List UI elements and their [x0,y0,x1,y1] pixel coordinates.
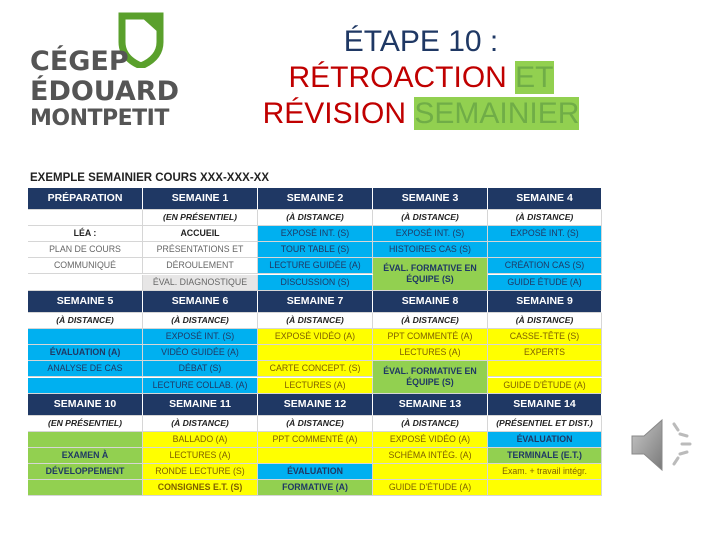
mode-cell: (PRÉSENTIEL ET DIST.) [488,416,602,432]
mode-cell: (EN PRÉSENTIEL) [143,210,258,226]
table-cell [373,464,488,480]
table-cell: TERMINALE (E.T.) [488,448,602,464]
header-cell: SEMAINE 7 [258,291,373,313]
slide-title [236,24,606,132]
title-retroaction: RÉTROACTION [288,61,507,94]
table-cell [28,432,143,448]
table-cell: LECTURE COLLAB. (A) [143,378,258,394]
schedule-table [28,188,602,496]
table-cell: EXPERTS [488,345,602,361]
table-cell: CRÉATION CAS (S) [488,258,602,274]
header-cell: SEMAINE 8 [373,291,488,313]
mode-cell: (À DISTANCE) [28,313,143,329]
header-cell: SEMAINE 4 [488,188,602,210]
header-cell: SEMAINE 9 [488,291,602,313]
table-cell: EXPOSÉ INT. (S) [258,226,373,242]
table-cell: VIDÉO GUIDÉE (A) [143,345,258,361]
table-cell: GUIDE ÉTUDE (A) [488,275,602,291]
title-line-2 [236,60,606,96]
table-cell: ANALYSE DE CAS [28,361,143,377]
table-cell: GUIDE D'ÉTUDE (A) [488,378,602,394]
title-line-1: ÉTAPE 10 : [343,25,499,58]
mode-cell: (À DISTANCE) [258,210,373,226]
table-cell: LECTURES (A) [258,378,373,394]
table-cell [258,345,373,361]
table-cell: PPT COMMENTÉ (A) [373,329,488,345]
table-cell: DÉVELOPPEMENT [28,464,143,480]
table-cell: EXPOSÉ INT. (S) [143,329,258,345]
table-cell: EXPOSÉ INT. (S) [488,226,602,242]
table-cell: Exam. + travail intégr. [488,464,602,480]
title-revision: RÉVISION [262,97,406,130]
table-cell: PRÉSENTATIONS ET [143,242,258,258]
table-cell [28,329,143,345]
table-cell [28,378,143,394]
table-cell: EXPOSÉ VIDÉO (A) [258,329,373,345]
table-cell: DISCUSSION (S) [258,275,373,291]
table-cell: CARTE CONCEPT. (S) [258,361,373,377]
header-cell: SEMAINE 12 [258,394,373,416]
table-cell: LECTURE GUIDÉE (A) [258,258,373,274]
cegep-logo [26,12,180,131]
mode-cell: (EN PRÉSENTIEL) [28,416,143,432]
table-cell: ÉVAL. FORMATIVE EN ÉQUIPE (S) [373,361,488,394]
mode-cell: (À DISTANCE) [143,416,258,432]
table-cell: BALLADO (A) [143,432,258,448]
table-cell: ÉVALUATION [258,464,373,480]
table-cell [488,361,602,377]
table-cell [488,480,602,496]
table-cell [28,480,143,496]
mode-cell: (À DISTANCE) [143,313,258,329]
mode-cell: (À DISTANCE) [373,313,488,329]
table-cell: ÉVALUATION (A) [28,345,143,361]
table-cell [28,275,143,291]
table-cell: LECTURES (A) [143,448,258,464]
mode-cell: (À DISTANCE) [488,313,602,329]
mode-cell: (À DISTANCE) [488,210,602,226]
table-cell: GUIDE D'ÉTUDE (A) [373,480,488,496]
logo-line-1: CÉGEP [30,46,129,77]
table-cell: DÉBAT (S) [143,361,258,377]
table-cell [488,242,602,258]
header-cell: SEMAINE 5 [28,291,143,313]
logo-line-2: ÉDOUARD [30,76,180,107]
table-cell [258,448,373,464]
table-cell: ÉVAL. DIAGNOSTIQUE [143,275,258,291]
header-cell: SEMAINE 2 [258,188,373,210]
table-cell: LECTURES (A) [373,345,488,361]
table-cell: CASSE-TÊTE (S) [488,329,602,345]
table-cell: RONDE LECTURE (S) [143,464,258,480]
table-cell: HISTOIRES CAS (S) [373,242,488,258]
header-cell: SEMAINE 11 [143,394,258,416]
table-cell: EXAMEN À [28,448,143,464]
table-cell: CONSIGNES E.T. (S) [143,480,258,496]
table-cell: TOUR TABLE (S) [258,242,373,258]
header-cell: SEMAINE 3 [373,188,488,210]
table-cell: EXPOSÉ INT. (S) [373,226,488,242]
logo-line-3: MONTPETIT [30,106,169,131]
table-cell: COMMUNIQUÉ [28,258,143,274]
mode-cell: (À DISTANCE) [373,210,488,226]
header-cell: SEMAINE 1 [143,188,258,210]
table-cell: ÉVAL. FORMATIVE EN ÉQUIPE (S) [373,258,488,291]
title-semainier: SEMAINIER [414,97,580,130]
mode-cell: (À DISTANCE) [373,416,488,432]
header-cell: SEMAINE 6 [143,291,258,313]
header-cell: SEMAINE 13 [373,394,488,416]
table-cell: ACCUEIL [143,226,258,242]
mode-cell [28,210,143,226]
table-cell: PPT COMMENTÉ (A) [258,432,373,448]
title-et: ET [515,61,554,94]
table-cell: FORMATIVE (A) [258,480,373,496]
mode-cell: (À DISTANCE) [258,313,373,329]
table-cell: EXPOSÉ VIDÉO (A) [373,432,488,448]
header-cell: PRÉPARATION [28,188,143,210]
table-cell: LÉA : [28,226,143,242]
table-cell: ÉVALUATION [488,432,602,448]
table-title: EXEMPLE SEMAINIER COURS XXX-XXX-XX [30,172,269,184]
header-cell: SEMAINE 10 [28,394,143,416]
table-cell: PLAN DE COURS [28,242,143,258]
table-cell: SCHÉMA INTÉG. (A) [373,448,488,464]
mode-cell: (À DISTANCE) [258,416,373,432]
speaker-icon[interactable] [624,410,704,480]
header-cell: SEMAINE 14 [488,394,602,416]
title-line-3 [236,96,606,132]
table-cell: DÉROULEMENT [143,258,258,274]
